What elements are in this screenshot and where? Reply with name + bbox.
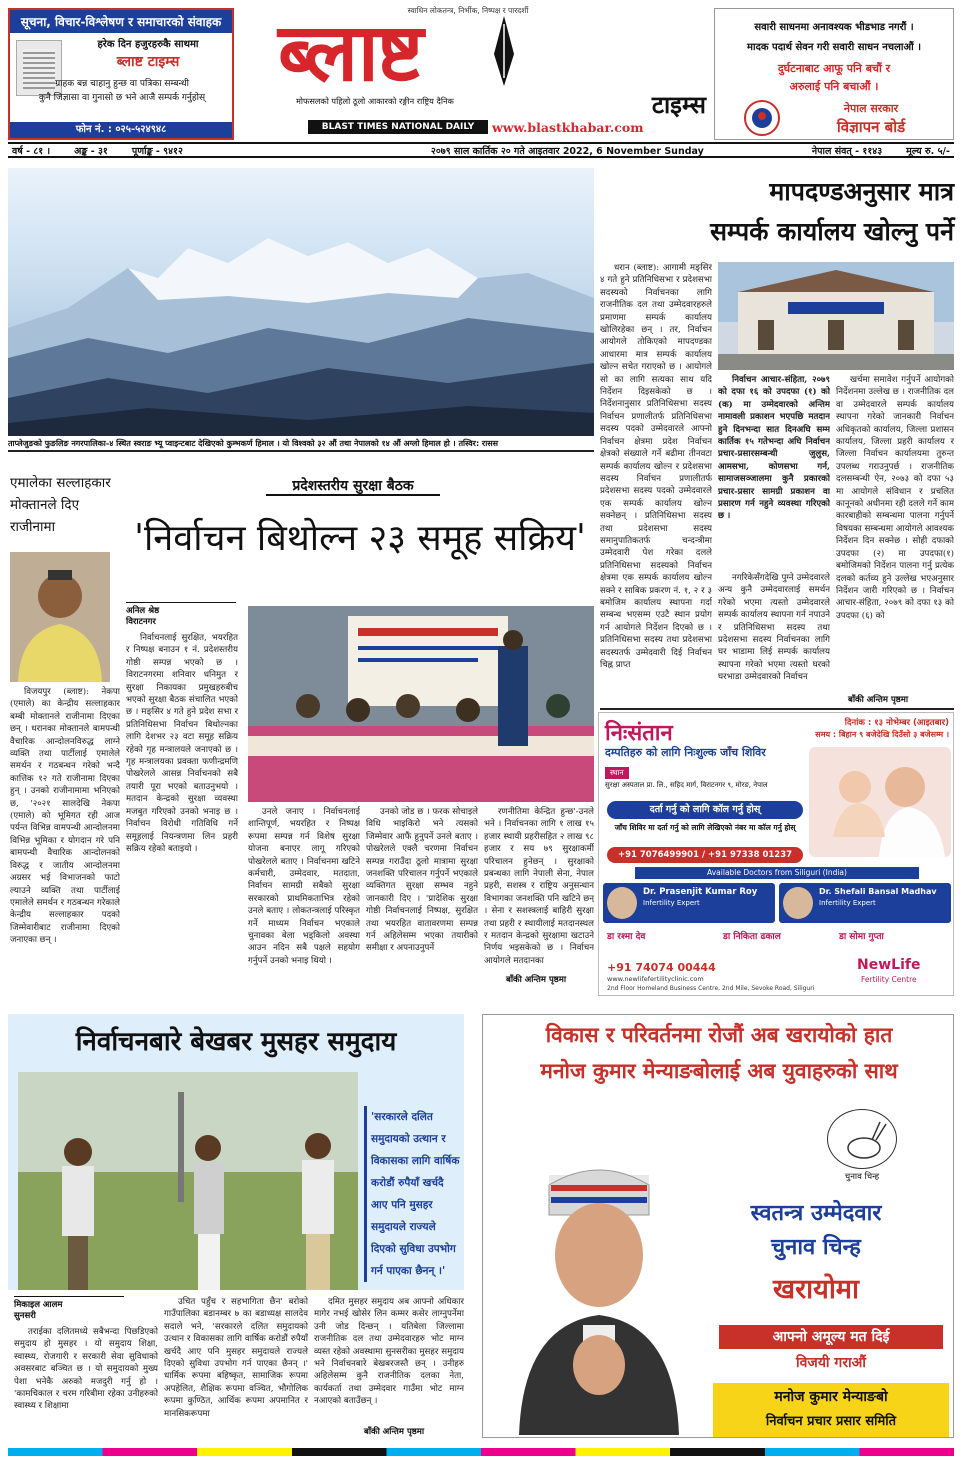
ad-candidate-title1: स्वतन्त्र उम्मेदवार xyxy=(750,1201,882,1226)
masthead-english-name: BLAST TIMES NATIONAL DAILY xyxy=(308,120,488,134)
rabbit-symbol-icon xyxy=(827,1109,897,1169)
ad-candidate-title2: चुनाव चिन्ह xyxy=(771,1235,861,1260)
story-security-col2: उनले जनाए । निर्वाचनलाई शान्तिपूर्ण, भयरहित र निष्पक्ष रूपमा सम्पन्न गर्न विशेष सुरक्षा योजना बनाएर लागू गरिएको पोखरेलले बताए । निर्वाचनमा खटिने कर्मचारी, उम्मेदवार, मतदाता, निर्वाचन सामग्री सबैको सुरक्षा सरकारको प्राथमिकताभित्र रहेको उनले बताए । लोकतन्त्रलाई परिस्कृत गर्ने माध्यम निर्वाचन भएकाले चुनावका बेला भड्किलो अवस्था आउन नदिन सबै पक्षले सहयोग गर्नुपर्ने उनको भनाइ थियो । xyxy=(248,807,360,966)
security-meeting-photo-art xyxy=(248,606,594,802)
masthead-url[interactable]: www.blastkhabar.com xyxy=(492,120,644,135)
ad-board-gov: नेपाल सरकार xyxy=(843,102,899,115)
ad-candidate-title3: खरायोमा xyxy=(773,1274,859,1305)
masthead-logo: ब्लाष्ट xyxy=(278,6,422,99)
author-musahar: मिकाइल आलम xyxy=(14,1296,124,1310)
ad-candidate-line1: विकास र परिवर्तनमा रोजौं अब खरायोको हात xyxy=(545,1023,893,1047)
ad-board-line1: सवारी साधनमा अनावश्यक भीडभाड नगरौं । xyxy=(754,22,914,33)
candidate-photo xyxy=(499,1125,699,1435)
subscription-box xyxy=(8,8,234,140)
ad-candidate-vote2: विजयी गराऔं xyxy=(796,1355,866,1371)
pen-nib-icon xyxy=(484,14,524,88)
musahar-pull-quote: 'सरकारले दलित समुदायको उत्थान र विकासका लागि वार्षिक करोडौं रुपैयाँ खर्चदै आए पनि मुसहर समुदायले राज्यले दिएको सुविधा उपभोग गर्न पाएका छैनन् ।' xyxy=(364,1106,460,1282)
doctor5-name: डा सोमा गुप्ता xyxy=(839,932,884,942)
story-resignation-body: विजयपुर (ब्लाष्ट): नेकपा (एमाले) का केन्द्रीय सल्लाहकार बम्बी मोक्तानले राजीनामा दिएका छन् । धरानका मोक्तानले बामपन्थी वैचारिक आन्दोलनविरुद्ध लाग्ने व्यक्ति तथा पार्टीलाई एमालेले समर्थन र गठबन्धन गरेको भन्दै कात्तिक १२ गते राजीनामा दिएका हुन् । उनको राजीनामामा भनिएको छ, '२०२१ सालदेखि नेकपा (एमाले) को भूमिगत रही आज पर्यन्त विभिन्न वामपन्थी आन्दोलनमा विभिन्न भूमिका र योगदान गरे पनि बामपन्थी वैचारिक आन्दोलनको विरुद्ध र जातीय आन्दोलनमा अग्रसर भई विभाजनको फाटो ल्याउने व्यक्ति तथा पार्टीलाई एमालेले समर्थन र गठबन्धन गरेकाले केन्द्रीय सल्लाहकार पदको जिम्मेवारीबाट राजीनामा दिएको जनाएका छन् । xyxy=(10,687,120,946)
mountain-photo xyxy=(8,168,594,436)
story-musahar-col3: दमित मुसहर समुदाय अब आफ्नो अधिकार मागेर नभई खोसेर लिन कम्मर कसेर लाग्नुपर्नेमा उनी जोड दिन्छन् । यतिबेला जिल्लामा राजनीतिक दल तथा उम्मेदवारहरु भोट माग्न व्यस्त रहेको अवस्थामा सुनसरीका मुसहर समुदाय भने निर्वाचनबारे बेखबरजस्तै छन् । उनीहरु अहिलेसम्म कुनै राजनीतिक दलका नेता, कार्यकर्ता तथा उम्मेदवार गाउँमा भोट माग्न नआएको बताउँछन् । xyxy=(314,1297,464,1407)
headline-contact-office-1: मापदण्डअनुसार मात्र xyxy=(769,177,954,206)
subscription-line2: ग्राहक बन्न चाहानु हुन्छ वा पत्रिका सम्बन्धी xyxy=(55,79,189,89)
story-contact-office-col2b: नगरिकेसँगदेखि पुग्ने उम्मेदवारले अन्य कुनै उम्मेदवारलाई समर्थन गरेको भएमा त्यस्तो उम्मेदवारले सम्पर्क कार्यालय स्थापना गर्न नपाउने र प्रतिनिधिसभा सदस्य तथा प्रदेशसभा सदस्य निर्वाचनका लागि घर भाडामा लिई सम्पर्क कार्यालय स्थापना गरेको भएमा त्यस्तो घरको घरभाडा उम्मेदवारको निर्वाचन xyxy=(718,573,830,683)
jump-musahar[interactable]: बाँकी अन्तिम पृष्ठमा xyxy=(364,1427,425,1437)
doctor4-name: डा निकिता ढकाल xyxy=(723,932,781,942)
ad-fertility-doctor1-card xyxy=(603,883,775,923)
ad-board-box xyxy=(714,8,954,140)
ad-fertility-subtitle: दम्पतिहरु को लागि निःशुल्क जाँच शिविर xyxy=(605,746,766,759)
ad-fertility-register2: जाँच शिविर मा दर्ता गर्नु को लागि लेखिएको नंबर मा कॉल गर्नु होस् xyxy=(614,823,796,832)
ad-candidate-symbol-label: चुनाव चिन्ह xyxy=(844,1172,880,1182)
candidate-photo-art xyxy=(499,1125,699,1435)
place-musahar: सुनसरी xyxy=(14,1311,36,1321)
doctor1-role: Infertility Expert xyxy=(643,899,700,907)
headline-security: 'निर्वाचन बिथोल्न २३ समूह सक्रिय' xyxy=(134,518,586,559)
subscription-line3: कुनै जिज्ञासा वा गुनासो छ भने आजै सम्पर्क गर्नुहोस् xyxy=(38,93,206,103)
issue-number: अङ्क - ३१ xyxy=(74,145,108,157)
story-musahar-col2: उचित पहुँच र सहभागिता छैन' बरोको गाउँपालिका बडानम्बर ७ का बडाध्यक्ष सालदेव सदाले भने, 'सरकारले दलित समुदायको उत्थान र विकासका लागि वार्षिक करोडौं रुपैयाँ खर्चदै आए पनि मुसहर समुदायले राज्यले दिएको सुविधा उपभोग गर्न पाएका छैनन् ।' धार्मिक रूपमा बहिष्कृत, सामाजिक रूपमा अपहेलित, शैक्षिक रूपमा वञ्चित, भौगोलिक रूपमा कुण्ठित, आर्थिक रूपमा अपमानित र मानसिकरूपमा xyxy=(164,1297,308,1419)
ad-fertility-mother-baby-photo xyxy=(809,747,951,857)
ad-fertility-place: सुरक्षा अस्पताल प्रा. लि., सहिद मार्ग, विराटनगर ९, मोरङ, नेपाल xyxy=(605,781,768,789)
musahar-photo xyxy=(18,1072,358,1290)
mokthan-photo-art xyxy=(10,552,110,682)
issue-info-bar xyxy=(8,142,954,158)
author-security: अनिल श्रेष्ठ xyxy=(126,602,236,616)
ad-candidate-footer xyxy=(713,1383,949,1437)
subscription-bar: सूचना, विचार-विश्लेषण र समाचारको संवाहक xyxy=(10,10,232,33)
story-musahar-col1: तराईका दलितमध्ये सबैभन्दा पिछडिएको समुदाय हो मुसहर । यो समुदाय शिक्षा, स्वास्थ्य, रोजगारी र सरकारी सेवा सुविधाको अवसरबाट बञ्चित छ । यो समुदायको मुख्य पेशा भनेकै अरुको मजदुरी गर्नु हो । 'कामचिकाल र चरम गरिबीमा रहेका उनीहरुको स्वास्थ्य र शिक्षामा xyxy=(14,1327,158,1412)
jump-contact-office[interactable]: बाँकी अन्तिम पृष्ठमा xyxy=(848,695,909,705)
ad-fertility-place-label: स्थान xyxy=(605,767,629,779)
ad-fertility-main-phone[interactable]: +91 74074 00444 xyxy=(607,961,716,974)
ad-fertility-address: 2nd Floor Homeland Business Centre, 2nd Mile, Sevoke Road, Siliguri xyxy=(607,985,815,992)
ad-candidate-line2: मनोज कुमार मेन्याङबोलाई अब युवाहरुको साथ xyxy=(540,1059,898,1083)
ad-board-name: विज्ञापन बोर्ड xyxy=(836,118,906,136)
headline-resignation: एमालेका सल्लाहकार मोक्तानले दिए राजीनामा xyxy=(10,475,111,535)
rabbit-symbol-art xyxy=(828,1110,898,1170)
print-color-bar xyxy=(8,1448,954,1456)
doctor1-avatar xyxy=(607,887,637,919)
jump-security[interactable]: बाँकी अन्तिम पृष्ठमा xyxy=(506,975,567,985)
story-security-col4: रणनीतिमा केन्द्रित हुन्छ'-उनले भने । निर्वाचनका लागि १ लाख १५ हजार स्थायी प्रहरीसहित २ लाख ९८ हजार र सय ७९ सुरक्षाकर्मी परिचालन हुनेछन् । सुरक्षाको प्रबन्धका लागि नेपाली सेना, नेपाल प्रहरी, सशस्त्र र राष्ट्रिय अनुसन्धान विभागका जनशक्ति पनि खटिने छन् । सेना र सशस्त्रलाई बाहिरी सुरक्षा तथा प्रहरी र स्थायीलाई मतदानस्थल र मतदान केन्द्रको सुरक्षामा खटाउने निर्णय भइसकेको छ । निर्वाचन आयोगले मतदानका xyxy=(484,807,594,966)
ad-board-line2: मादक पदार्थ सेवन गरी सवारी साधन नचलाऔं । xyxy=(747,42,921,53)
ad-fertility-mother-baby-art xyxy=(809,747,951,857)
doctor1-name: Dr. Prasenjit Kumar Roy xyxy=(643,887,758,897)
story-contact-office-col3: खर्चमा समावेश गर्नुपर्ने आयोगको निर्देशनमा उल्लेख छ । राजनीतिक दल वा उम्मेदवारले सम्पर्क कार्यालय स्थापना गरेको जानकारी निर्वाचन अधिकृतको कार्यालय, जिल्ला प्रशासन कार्यालय, जिल्ला प्रहरी कार्यालय र जिल्ला निर्वाचन कार्यालयमा तुरुन्त उपलब्ध गराउनुपर्छ । राजनीतिक दलसम्बन्धी ऐन, २०७३ को दफा ५३ मा आयोगले संविधान र प्रचलित कानूनको अधीनमा रही दलले गर्ने काम कारबाहीको सम्बन्धमा पालना गर्नुपर्ने विषयका सम्बन्धमा आयोगले आवश्यक निर्देशन दिन सक्नेछ । सोही दफाको उपदफा (२) मा उपदफा(१) बमोजिमको निर्देशन पालना गर्नु प्रत्येक दलको कर्तव्य हुने उल्लेख भएअनुसार निर्देशन जारी गरिएको छ । निर्वाचन आचार-संहिता, २०७९ को दफा १३ को उपदफा (६) को xyxy=(836,375,954,621)
nepal-emblem-icon xyxy=(743,99,781,137)
headline-contact-office-2: सम्पर्क कार्यालय खोल्नु पर्ने xyxy=(710,217,954,246)
masthead-top-tagline: स्वाधिन लोकतन्त्र, निर्भीक, निष्पक्ष र पारदर्शी xyxy=(407,6,529,15)
election-office-photo xyxy=(718,262,954,370)
story-security-col3: उनको जोड छ । फरक सोचाइले विधि भाइकिरो भने त्यसको जिम्मेवार आफैं हुनुपर्ने उनले बताए । पोखरेलले एक्लै चरणमा निर्वाचन सम्पन्न गराउँदा ठूलो मात्रामा सुरक्षा जनशक्ति परिचालन गर्नुपर्ने भएकाले व्यक्तिगत सुरक्षा सम्भव नहुने जानकारी दिए । 'प्रादेशिक सुरक्षा गोष्ठी निर्वाचनलाई निष्पक्ष, सुरक्षित तथा भयरहित वातावरणमा सम्पन्न गर्न अहिलेसम्म भएका तयारीको समीक्षा र अपनाउनुपर्ने xyxy=(366,807,478,954)
issue-year: वर्ष - ८१ । xyxy=(12,145,51,157)
musahar-feature-box xyxy=(8,1014,464,1290)
ad-board-line3: दुर्घटनाबाट आफू पनि बचौं र xyxy=(777,62,891,75)
kicker-security: प्रदेशस्तरीय सुरक्षा बैठक xyxy=(266,476,440,496)
mountain-photo-art xyxy=(8,168,594,436)
place-security: विराटनगर xyxy=(126,617,156,627)
doctor2-name: Dr. Shefali Bansal Madhav xyxy=(819,887,937,896)
story-contact-office-col1: धरान (ब्लाष्ट): आगामी मङ्सिर ४ गते हुने प्रतिनिधिसभा र प्रदेशसभा सदस्यको निर्वाचनका लागि राजनीतिक दल तथा उम्मेदवारहरुले प्रमाणमा सम्पर्क कार्यालय खोलिरहेका छन् । तर, निर्वाचन आयोगले तोकिएको मापदण्डका आधारमा मात्र सम्पर्क कार्यालय खोल्न सचेत गराएको छ । आयोगले सो का लागि सत्यका साथ यदि निर्देशन दिइसकेको छ । निर्देशनानुसार प्रतिनिधिसभा सदस्य निर्वाचन प्रणालीतर्फ प्रतिनिधिसभा सदस्य पदको उम्मेदवारले आफ्नो निर्वाचन क्षेत्रमा प्रदेश निर्वाचन क्षेत्रको संख्याले गर्ने बढीमा तीनवटा सम्पर्क कार्यालय खोल्न र प्रदेशसभा सदस्य निर्वाचन प्रणालीतर्फ प्रदेशसभा सदस्य पदको उम्मेदवारले एक सम्पर्क कार्यालय खोल्न सक्नेछन् । प्रतिनिधिसभा सदस्य तथा प्रदेशसभा सदस्य समानुपातिकतर्फ चन्दन्त्रीमा उम्मेदवारी पेश गरेका दलले प्रतिनिधिसभा सदस्यको निर्वाचन क्षेत्रमा एक सम्पर्क कार्यालय खोल्न सक्ने र साबिक प्रकरण नं. १, २ र ३ बमोजिम कार्यालय स्थापना गर्दा सम्बन्ध भएसम्म एउटै स्थान प्रयोग गर्न आयोगले निर्देशन दिएको छ । प्रतिनिधिसभा सदस्य तथा प्रदेशसभा सदस्यतर्फ उम्मेदवारी दिई निर्वाचन चिह्न प्राप्त xyxy=(600,263,712,670)
mokthan-photo xyxy=(10,552,110,682)
masthead-tagline: मोफसलको पहिलो ठूलो आकारको रङ्गीन राष्ट्रिय दैनिक xyxy=(296,96,454,106)
ad-fertility-phones[interactable]: +91 7076499901 / +91 97338 01237 xyxy=(607,847,803,863)
musahar-photo-art xyxy=(18,1072,358,1290)
ad-fertility-date: दिनांक : १३ नोभेम्बर (आइतबार) xyxy=(844,718,949,728)
issue-total: पूर्णाङ्क - ९४१२ xyxy=(131,145,183,157)
ad-fertility-brand-sub: Fertility Centre xyxy=(861,975,917,984)
ad-candidate-vote1: आफ्नो अमूल्य मत दिई xyxy=(719,1325,943,1349)
ad-fertility-title: निःसंतान xyxy=(605,721,673,746)
doctor2-role: Infertility Expert xyxy=(819,899,876,907)
masthead-logo-small: टाइम्स xyxy=(651,91,706,119)
ad-candidate-name: मनोज कुमार मेन्याङबो xyxy=(774,1389,888,1405)
ad-candidate xyxy=(482,1014,954,1438)
nepal-sambat: नेपाल संवत् - ११४३ xyxy=(811,145,883,157)
ad-fertility-time: समय : बिहान ९ बजेदेखि दिउँसो ३ बजेसम्म । xyxy=(815,730,949,739)
ad-board-line4: अरुलाई पनि बचाऔं । xyxy=(789,80,879,93)
ad-fertility-doctor2-card xyxy=(779,883,951,923)
ad-fertility-register-button[interactable]: दर्ता गर्नु को लागि कॉल गर्नु होस् xyxy=(607,801,803,819)
issue-date: २०७९ साल कार्तिक २० गते आइतवार 2022, 6 November Sunday xyxy=(430,145,704,157)
doctor3-name: डा रश्मा देव xyxy=(607,932,646,942)
election-office-photo-art xyxy=(718,262,954,370)
subscription-phone: फोन नं. : ०२५-५२४९४८ xyxy=(10,122,232,138)
masthead xyxy=(238,8,706,140)
price: मूल्य रु. ५/- xyxy=(906,145,950,157)
photo-caption: ताप्लेजुङको फुङलिङ नगरपालिका-४ स्थित स्वराङ भ्यू प्वाइन्टबाट देखिएको कुम्भकर्ण हिमाल । यो विश्वको ३२ औं तथा नेपालको १४ औं अग्लो हिमाल हो । तस्विर: रासस xyxy=(8,439,499,448)
ad-fertility xyxy=(598,712,954,996)
subscription-line1: हरेक दिन हजुरहरुकै साथमा xyxy=(97,39,199,50)
security-meeting-photo xyxy=(248,606,594,802)
ad-fertility-brand: NewLife xyxy=(857,957,921,973)
ad-fertility-doctors-note: Available Doctors from Siliguri (India) xyxy=(635,867,919,879)
ad-fertility-website[interactable]: www.newlifefertilityclinic.com xyxy=(607,975,704,983)
story-security-col1: निर्वाचनलाई सुरक्षित, भयरहित र निष्पक्ष बनाउन १ नं. प्रदेशस्तरीय गोष्ठी सम्पन्न भएको छ । विराटनगरमा शनिवार धनिमुत र सुरक्षा निकायका प्रमुखहरुबीच भएको सुरक्षा बैठक संचालित भएको छ । मङ्सिर ४ गते हुने प्रदेश सभा र प्रतिनिधिसभा निर्वाचन बिथोल्नका लागि देशभर २३ वटा समूह सक्रिय रहेको गृह मन्त्रालयले जनाएको छ । गृह मन्त्रालयका प्रवक्ता फणीन्द्रमणि पोखरेलले आसन्न निर्वाचनको सबै तयारी पूरा भएको बताउनुभयो । मतदान केन्द्रको सुरक्षा व्यवस्था मजबुत गरिएको उनको भनाइ छ । निर्वाचन विरोधी गतिविधि गर्ने समूहलाई नियन्त्रणमा लिन प्रहरी सक्रिय रहेको बताइयो । xyxy=(126,633,238,854)
story-contact-office-col2a: निर्वाचन आचार-संहिता, २०७९ को दफा १६ को उपदफा (१) को (क) मा उम्मेदवारको अन्तिम नामावली प्रकाशन भएपछि मतदान हुने दिनभन्दा सात दिनअघि सम्म कार्तिक १५ गतेभन्दा अघि निर्वाचन प्रचार-प्रसारसम्बन्धी जुलुस, आमसभा, कोणसभा गर्न, सामाजसञ्जालमा कुनै प्रकारको प्रचार-प्रसार सामग्री प्रकाशन वा प्रसारण गर्न नहुने व्यवस्था गरिएको छ । xyxy=(718,375,830,522)
ad-candidate-committee: निर्वाचन प्रचार प्रसार समिति xyxy=(765,1414,897,1429)
subscription-brand: ब्लाष्ट टाइम्स xyxy=(116,54,180,70)
headline-musahar: निर्वाचनबारे बेखबर मुसहर समुदाय xyxy=(75,1027,397,1057)
doctor2-avatar xyxy=(783,887,813,919)
